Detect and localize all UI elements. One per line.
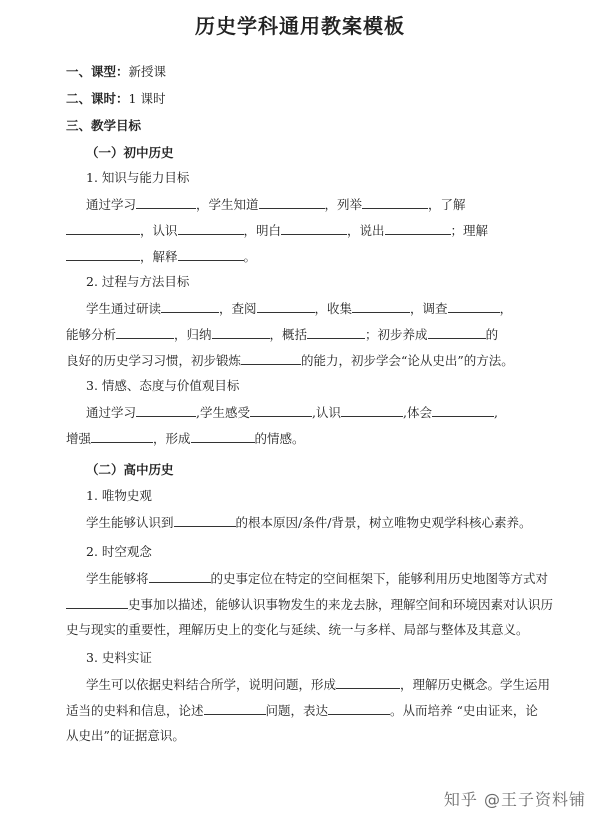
fill-blank[interactable] [385, 222, 451, 235]
junior-goal-2-heading: 2. 过程与方法目标 [86, 274, 190, 289]
fill-blank[interactable] [178, 248, 244, 261]
senior-goal-2-heading: 2. 时空观念 [86, 544, 152, 559]
junior-goal-1-line-3: ，解释 。 [66, 248, 256, 265]
fill-blank[interactable] [212, 326, 270, 339]
zhihu-watermark: 知乎 @王子资料铺 [443, 790, 586, 809]
fill-blank[interactable] [428, 326, 486, 339]
junior-goal-2-line-1: 学生通过研读 ，查阅 ，收集 ，调查 ， [86, 301, 513, 316]
senior-goal-2-line-2: 史事加以描述，能够认识事物发生的来龙去脉，理解空间和环境因素对认识历 [66, 596, 553, 613]
fill-blank[interactable] [161, 300, 219, 313]
teaching-goals-heading: 三、教学目标 [66, 118, 142, 133]
junior-history-heading: （一）初中历史 [86, 145, 174, 160]
junior-goal-1-heading: 1. 知识与能力目标 [86, 170, 190, 185]
fill-blank[interactable] [448, 300, 500, 313]
junior-goal-2-line-3: 良好的历史学习习惯，初步锻炼 的能力，初步学会“论从史出”的方法。 [66, 353, 514, 368]
junior-goal-3-heading: 3. 情感、态度与价值观目标 [86, 378, 240, 393]
fill-blank[interactable] [432, 404, 494, 417]
fill-blank[interactable] [257, 300, 315, 313]
document-title: 历史学科通用教案模板 [195, 14, 405, 38]
senior-goal-3-line-1: 学生可以依据史料结合所学，说明问题，形成 ，理解历史概念。学生运用 [86, 677, 551, 692]
fill-blank[interactable] [91, 430, 153, 443]
senior-goal-1-line-1: 学生能够认识到 的根本原因/条件/背景，树立唯物史观学科核心素养。 [86, 515, 532, 530]
junior-goal-1-line-1: 通过学习 ，学生知道 ，列举 ，了解 [86, 197, 466, 212]
senior-goal-3-line-2: 适当的史料和信息，论述 问题，表达 。从而培养 “史由证来，论 [66, 703, 538, 718]
class-hours-value: 1 课时 [128, 91, 166, 106]
senior-goal-2-line-1: 学生能够将 的史事定位在特定的空间框架下，能够利用历史地图等方式对 [86, 571, 549, 586]
fill-blank[interactable] [116, 326, 174, 339]
senior-goal-1-heading: 1. 唯物史观 [86, 488, 152, 503]
class-hours-line [66, 91, 165, 107]
fill-blank[interactable] [250, 404, 312, 417]
fill-blank[interactable] [362, 196, 428, 209]
junior-goal-2-line-2: 能够分析 ，归纳 ，概括 ；初步养成 的 [66, 327, 499, 342]
fill-blank[interactable] [328, 702, 390, 715]
fill-blank[interactable] [191, 430, 255, 443]
fill-blank[interactable] [259, 196, 325, 209]
junior-goal-3-line-2: 增强 ，形成 的情感。 [66, 431, 305, 446]
fill-blank[interactable] [136, 196, 196, 209]
senior-history-heading: （二）高中历史 [86, 462, 174, 477]
fill-blank[interactable] [341, 404, 403, 417]
course-type-line [66, 64, 166, 80]
fill-blank[interactable] [281, 222, 347, 235]
fill-blank[interactable] [174, 514, 236, 527]
fill-blank[interactable] [241, 352, 301, 365]
fill-blank[interactable] [336, 676, 400, 689]
fill-blank[interactable] [178, 222, 244, 235]
fill-blank[interactable] [66, 248, 140, 261]
fill-blank[interactable] [136, 404, 196, 417]
fill-blank[interactable] [204, 702, 266, 715]
fill-blank[interactable] [352, 300, 410, 313]
course-type-label: 一、课型： [66, 64, 129, 79]
senior-goal-3-line-3: 从史出”的证据意识。 [66, 728, 185, 743]
course-type-value: 新授课 [128, 64, 167, 79]
junior-goal-1-line-2: ，认识 ，明白 ，说出 ；理解 [66, 222, 488, 239]
senior-goal-3-heading: 3. 史料实证 [86, 650, 152, 665]
fill-blank[interactable] [149, 570, 211, 583]
fill-blank[interactable] [307, 326, 365, 339]
fill-blank[interactable] [66, 222, 140, 235]
class-hours-label: 二、课时： [66, 91, 129, 106]
senior-goal-2-line-3: 史与现实的重要性，理解历史上的变化与延续、统一与多样、局部与整体及其意义。 [66, 622, 529, 637]
junior-goal-3-line-1: 通过学习 ,学生感受 ,认识 ,体会 , [86, 405, 498, 420]
fill-blank[interactable] [66, 596, 128, 609]
